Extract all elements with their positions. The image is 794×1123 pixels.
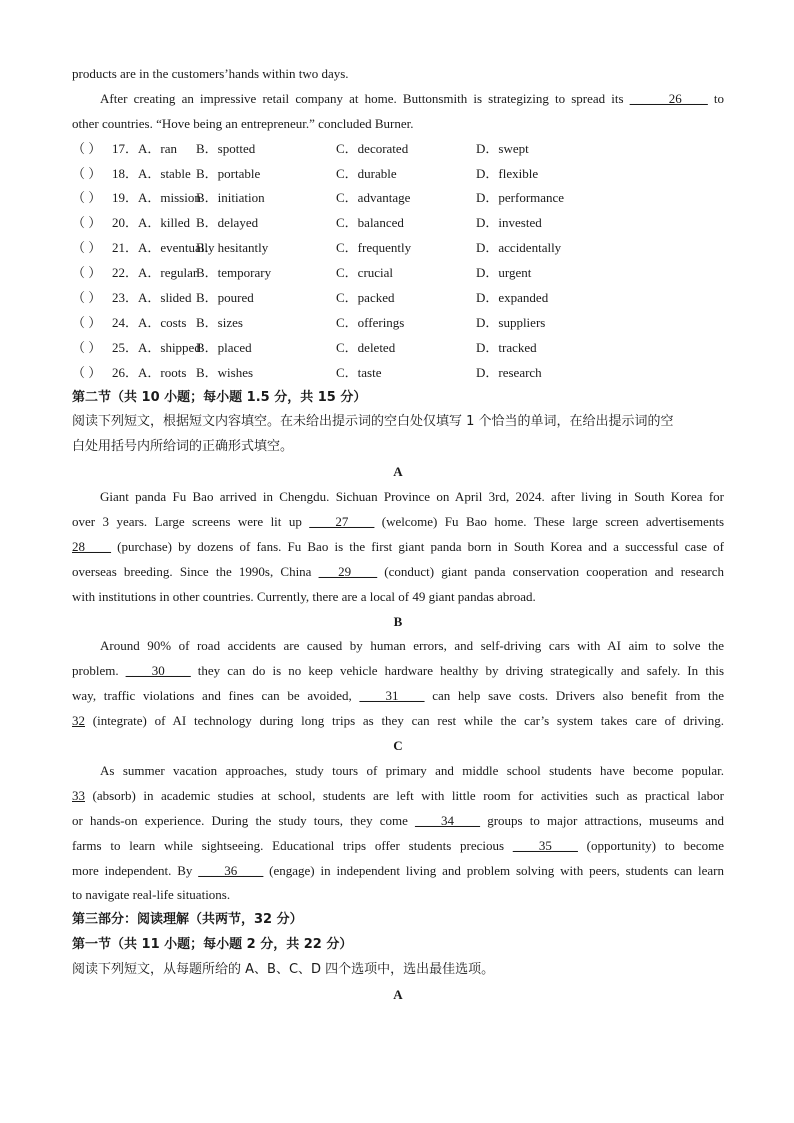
option-b: B．sizes	[196, 314, 243, 330]
option-b: B．poured	[196, 290, 254, 306]
blank-34: ____34____	[415, 812, 481, 828]
option-num: 24．A．costs	[112, 314, 187, 330]
option-row	[72, 286, 724, 311]
section2-instr-1: 阅读下列短文，根据短文内容填空。在未给出提示词的空白处仅填写 1 个恰当的单词，在给出提示词的空	[72, 414, 674, 430]
passage-c-line-3: or hands-on experience. During the study tours, they come ____34____ groups to major attractions, museums and	[72, 812, 725, 828]
option-paren: （ ）	[72, 339, 102, 355]
section2-instr-2: 白处用括号内所给词的正确形式填空。	[72, 439, 294, 455]
option-row	[72, 311, 724, 336]
intro-line-3: other countries. “Hove being an entrepreneur.” concluded Burner.	[72, 115, 414, 131]
blank-27: ____27____	[309, 514, 375, 530]
passage-b-label: B	[393, 613, 403, 629]
option-b: B．wishes	[196, 364, 254, 380]
option-num: 18．A．stable	[112, 165, 191, 181]
passage-a-line-5: with institutions in other countries. Currently, there are a local of 49 giant pandas abroad.	[72, 588, 536, 604]
blank-33: 33	[72, 787, 85, 803]
document-page	[72, 62, 724, 1008]
options-list	[72, 137, 724, 386]
blank-35: ____35____	[512, 837, 578, 853]
option-num: 26．A．roots	[112, 364, 187, 380]
option-b: B．hesitantly	[196, 240, 269, 256]
passage-a-line-4: overseas breeding. Since the 1990s, China ___29____ (conduct) giant panda conservation cooperation and research	[72, 563, 724, 579]
blank-31: ____31____	[359, 688, 425, 704]
option-row	[72, 137, 724, 162]
option-c: C．decorated	[336, 140, 409, 156]
option-b: B．placed	[196, 339, 252, 355]
part3-subheading: 第一节（共 11 小题；每小题 2 分，共 22 分）	[72, 937, 353, 953]
option-d: D．expanded	[476, 290, 549, 306]
section2-heading: 第二节（共 10 小题；每小题 1.5 分，共 15 分）	[72, 389, 367, 405]
option-num: 23．A．slided	[112, 290, 192, 306]
part3-instructions: 阅读下列短文，从每题所给的 A、B、C、D 四个选项中，选出最佳选项。	[72, 962, 495, 978]
passage-c-line-4: farms to learn while sightseeing. Educational trips offer students precious ____35____ (opportunity) to become	[72, 837, 724, 853]
blank-36: ____36____	[198, 862, 264, 878]
passage-b-line-4: 32 (integrate) of AI technology during long trips as they can rest while the car’s system takes care of driving.	[72, 713, 724, 729]
blank-26: ______26____	[629, 90, 708, 106]
intro-line-1: products are in the customers’hands within two days.	[72, 66, 349, 81]
option-paren: （ ）	[72, 165, 102, 181]
option-num: 22．A．regular	[112, 265, 198, 281]
option-d: D．flexible	[476, 165, 539, 181]
option-c: C．packed	[336, 290, 395, 306]
passage-c-label: C	[393, 738, 403, 754]
option-num: 19．A．mission	[112, 190, 201, 206]
passage-c-line-1: As summer vacation approaches, study tours of primary and middle school students have become popular.	[100, 762, 724, 778]
option-row	[72, 236, 724, 261]
option-row	[72, 162, 724, 187]
option-d: D．accidentally	[476, 240, 562, 256]
passage-c-line-6: to navigate real-life situations.	[72, 887, 231, 903]
option-paren: （ ）	[72, 215, 102, 231]
option-c: C．offerings	[336, 314, 405, 330]
blank-32: 32	[72, 713, 85, 729]
option-d: D．tracked	[476, 339, 537, 355]
passage-c-line-5: more independent. By ____36____ (engage) in independent living and problem solving with peers, students can learn	[72, 862, 725, 878]
option-num: 21．A．eventually	[112, 240, 215, 256]
passage-a-line-1: Giant panda Fu Bao arrived in Chengdu. Sichuan Province on April 3rd, 2024. after living in South Korea for	[100, 489, 724, 505]
option-b: B．initiation	[196, 190, 265, 206]
option-row	[72, 336, 724, 361]
passage-c-line-2: 33 (absorb) in academic studies at school, students are left with little room for activities such as practical labor	[72, 787, 725, 803]
blank-30: ____30____	[125, 663, 191, 679]
option-paren: （ ）	[72, 140, 102, 156]
option-d: D．swept	[476, 140, 529, 156]
option-row	[72, 211, 724, 236]
passage-b-line-3: way, traffic violations and fines can be avoided, ____31____ can help save costs. Drivers also benefit from the	[72, 688, 724, 704]
option-num: 25．A．shipped	[112, 339, 201, 355]
blank-28: 28____	[72, 538, 111, 554]
part3-passage-label: A	[393, 986, 403, 1002]
option-d: D．invested	[476, 215, 542, 231]
option-d: D．urgent	[476, 265, 532, 281]
passage-a-label: A	[393, 464, 403, 480]
option-d: D．research	[476, 364, 542, 380]
option-paren: （ ）	[72, 240, 102, 256]
option-b: B．delayed	[196, 215, 259, 231]
option-b: B．temporary	[196, 265, 272, 281]
option-num: 17．A．ran	[112, 140, 177, 156]
passage-b-line-2: problem. ____30____ they can do is no keep vehicle hardware healthy by driving strategically and safely. In this	[72, 663, 725, 679]
option-row	[72, 261, 724, 286]
option-paren: （ ）	[72, 314, 102, 330]
option-d: D．suppliers	[476, 314, 546, 330]
option-b: B．spotted	[196, 140, 256, 156]
option-paren: （ ）	[72, 190, 102, 206]
option-num: 20．A．killed	[112, 215, 190, 231]
option-row	[72, 361, 724, 386]
option-paren: （ ）	[72, 265, 102, 281]
option-paren: （ ）	[72, 290, 102, 306]
option-paren: （ ）	[72, 364, 102, 380]
blank-29: ___29____	[318, 563, 378, 579]
passage-a-line-2: over 3 years. Large screens were lit up ____27____ (welcome) Fu Bao home. These large screen advertisements	[72, 514, 725, 530]
part3-heading: 第三部分：阅读理解（共两节，32 分）	[72, 912, 303, 928]
option-d: D．performance	[476, 190, 565, 206]
intro-line-2: After creating an impressive retail company at home. Buttonsmith is strategizing to spread its ______26____ to	[100, 90, 725, 106]
option-c: C．frequently	[336, 240, 412, 256]
passage-b-line-1: Around 90% of road accidents are caused by human errors, and self-driving cars with AI aim to solve the	[100, 638, 724, 654]
option-c: C．crucial	[336, 265, 394, 281]
option-c: C．durable	[336, 165, 397, 181]
option-c: C．taste	[336, 364, 382, 380]
option-row	[72, 186, 724, 211]
option-c: C．deleted	[336, 339, 396, 355]
option-b: B．portable	[196, 165, 261, 181]
passage-a-line-3: 28____ (purchase) by dozens of fans. Fu Bao is the first giant panda born in South Korea and a successful case of	[72, 538, 724, 554]
option-c: C．advantage	[336, 190, 411, 206]
option-c: C．balanced	[336, 215, 404, 231]
